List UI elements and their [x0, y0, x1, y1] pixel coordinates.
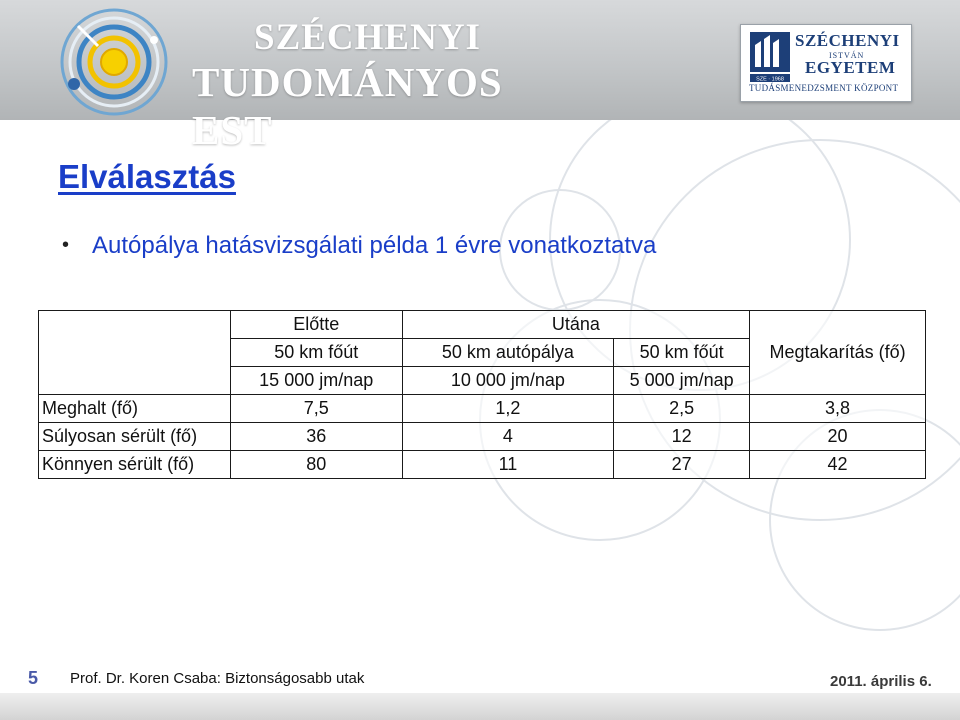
header-savings: Megtakarítás (fő) [750, 311, 926, 395]
university-name-line2: ISTVÁN [829, 51, 865, 60]
cell-after-highway: 1,2 [402, 395, 614, 423]
row-label: Súlyosan sérült (fő) [39, 423, 231, 451]
university-name-line1: SZÉCHENYI [795, 31, 900, 50]
event-title-line1: SZÉCHENYI [254, 17, 481, 58]
university-logo [740, 24, 912, 102]
table-row [39, 423, 926, 451]
slide-header [0, 0, 960, 153]
event-title-line2: TUDOMÁNYOS EST [192, 59, 503, 153]
footer-date: 2011. április 6. [830, 673, 932, 690]
cell-after-highway: 4 [402, 423, 614, 451]
bullet-icon: • [62, 234, 70, 256]
bullet-item [62, 232, 656, 260]
row-label: Meghalt (fő) [39, 395, 231, 423]
table-corner-cell [39, 311, 231, 395]
header-traffic-after-road: 5 000 jm/nap [614, 367, 750, 395]
bullet-text: Autópálya hatásvizsgálati példa 1 évre vonatkoztatva [92, 232, 657, 259]
cell-after-highway: 11 [402, 451, 614, 479]
header-road-after-highway: 50 km autópálya [402, 339, 614, 367]
header-before: Előtte [230, 311, 402, 339]
header-after: Utána [402, 311, 750, 339]
university-department: TUDÁSMENEDZSMENT KÖZPONT [749, 83, 899, 93]
table-header-row [39, 311, 926, 339]
event-logo-icon [58, 6, 170, 118]
cell-before: 80 [230, 451, 402, 479]
emblem-text: SZE · 1968 [756, 76, 784, 83]
slide-title: Elválasztás [58, 158, 236, 195]
header-road-after-road: 50 km főút [614, 339, 750, 367]
header-traffic-after-highway: 10 000 jm/nap [402, 367, 614, 395]
cell-savings: 42 [750, 451, 926, 479]
row-label: Könnyen sérült (fő) [39, 451, 231, 479]
header-traffic-before: 15 000 jm/nap [230, 367, 402, 395]
footer-bar [0, 693, 960, 720]
university-emblem-icon [749, 31, 791, 83]
university-name-line3: EGYETEM [805, 58, 896, 77]
event-title [192, 16, 592, 153]
header-road-before: 50 km főút [230, 339, 402, 367]
footer-author: Prof. Dr. Koren Csaba: Biztonságosabb utak [70, 670, 365, 687]
cell-before: 7,5 [230, 395, 402, 423]
cell-savings: 3,8 [750, 395, 926, 423]
cell-after-road: 12 [614, 423, 750, 451]
table-row [39, 451, 926, 479]
cell-before: 36 [230, 423, 402, 451]
cell-after-road: 2,5 [614, 395, 750, 423]
cell-savings: 20 [750, 423, 926, 451]
cell-after-road: 27 [614, 451, 750, 479]
table-row [39, 395, 926, 423]
impact-table [38, 310, 926, 479]
page-number: 5 [28, 668, 39, 688]
